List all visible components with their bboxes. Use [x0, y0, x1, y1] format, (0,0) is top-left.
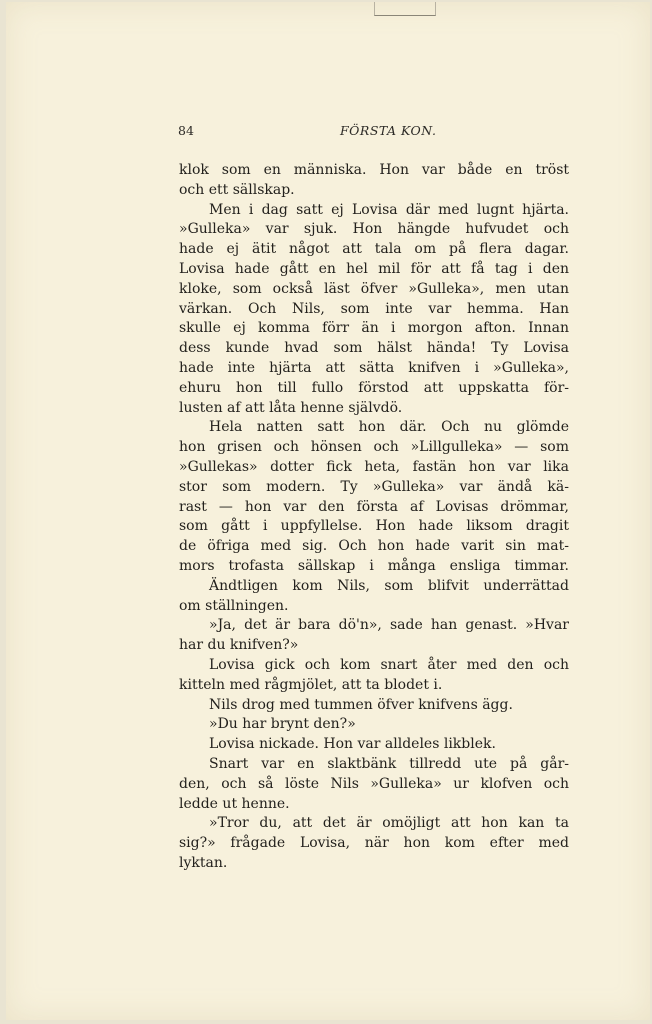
text-line: Nils drog med tummen öfver knifvens ägg.: [209, 696, 513, 713]
text-line: kloke, som också läst öfver »Gulleka», men utan: [179, 280, 569, 297]
text-line: lyktan.: [179, 854, 228, 871]
text-line: mors trofasta sällskap i många ensliga timmar.: [179, 557, 569, 574]
text-line: och ett sällskap.: [179, 181, 295, 198]
text-line: lusten af att låta henne självdö.: [179, 399, 403, 416]
page-number: 84: [178, 123, 194, 138]
text-line: hade ej ätit något att tala om på flera dagar.: [179, 241, 569, 258]
text-line: kitteln med rågmjölet, att ta blodet i.: [179, 676, 443, 693]
text-line: »Gulleka» var sjuk. Hon hängde hufvudet och: [179, 221, 569, 238]
text-line: »Tror du, att det är omöjligt att hon kan ta: [209, 815, 569, 832]
text-line: Ändtligen kom Nils, som blifvit underrättad: [209, 577, 569, 594]
text-line: Snart var en slaktbänk tillredd ute på går-: [209, 755, 569, 772]
book-page: [6, 2, 650, 1020]
text-line: Men i dag satt ej Lovisa där med lugnt hjärta.: [209, 201, 569, 218]
text-line: Lovisa nickade. Hon var alldeles likblek.: [209, 736, 496, 753]
text-line: som gått i uppfyllelse. Hon hade liksom dragit: [179, 518, 569, 535]
text-line: ledde ut henne.: [179, 795, 290, 812]
text-line: dess kunde hvad som hälst hända! Ty Lovisa: [179, 340, 569, 357]
text-line: »Du har brynt den?»: [209, 716, 356, 733]
text-line: de öfriga med sig. Och hon hade varit sin mat-: [179, 538, 569, 555]
text-line: hade inte hjärta att sätta knifven i »Gulleka»,: [179, 359, 569, 376]
text-line: om ställningen.: [179, 597, 289, 614]
text-line: värkan. Och Nils, som inte var hemma. Han: [179, 300, 569, 317]
text-line: Lovisa gick och kom snart åter med den och: [209, 656, 569, 673]
text-line: Lovisa hade gått en hel mil för att få tag i den: [179, 260, 569, 277]
body-text: [179, 161, 569, 874]
text-line: »Gullekas» dotter fick heta, fastän hon var lika: [179, 458, 569, 475]
running-title: FÖRSTA KON.: [340, 123, 437, 138]
page-header: [6, 123, 650, 141]
text-line: stor som modern. Ty »Gulleka» var ändå kä-: [179, 478, 569, 495]
text-line: klok som en människa. Hon var både en tröst: [179, 162, 569, 178]
text-line: »Ja, det är bara dö'n», sade han genast. »Hvar: [209, 617, 569, 634]
text-line: har du knifven?»: [179, 637, 299, 654]
text-line: Hela natten satt hon där. Och nu glömde: [209, 419, 569, 436]
text-line: sig?» frågade Lovisa, när hon kom efter med: [179, 835, 569, 852]
text-line: den, och så löste Nils »Gulleka» ur klofven och: [179, 775, 569, 792]
text-line: skulle ej komma förr än i morgon afton. Innan: [179, 320, 569, 337]
text-line: hon grisen och hönsen och »Lillgulleka» — som: [179, 439, 569, 456]
page-top-tab: [374, 2, 436, 16]
text-line: rast — hon var den första af Lovisas drömmar,: [179, 498, 569, 515]
text-line: ehuru hon till fullo förstod att uppskatta för-: [179, 379, 569, 396]
